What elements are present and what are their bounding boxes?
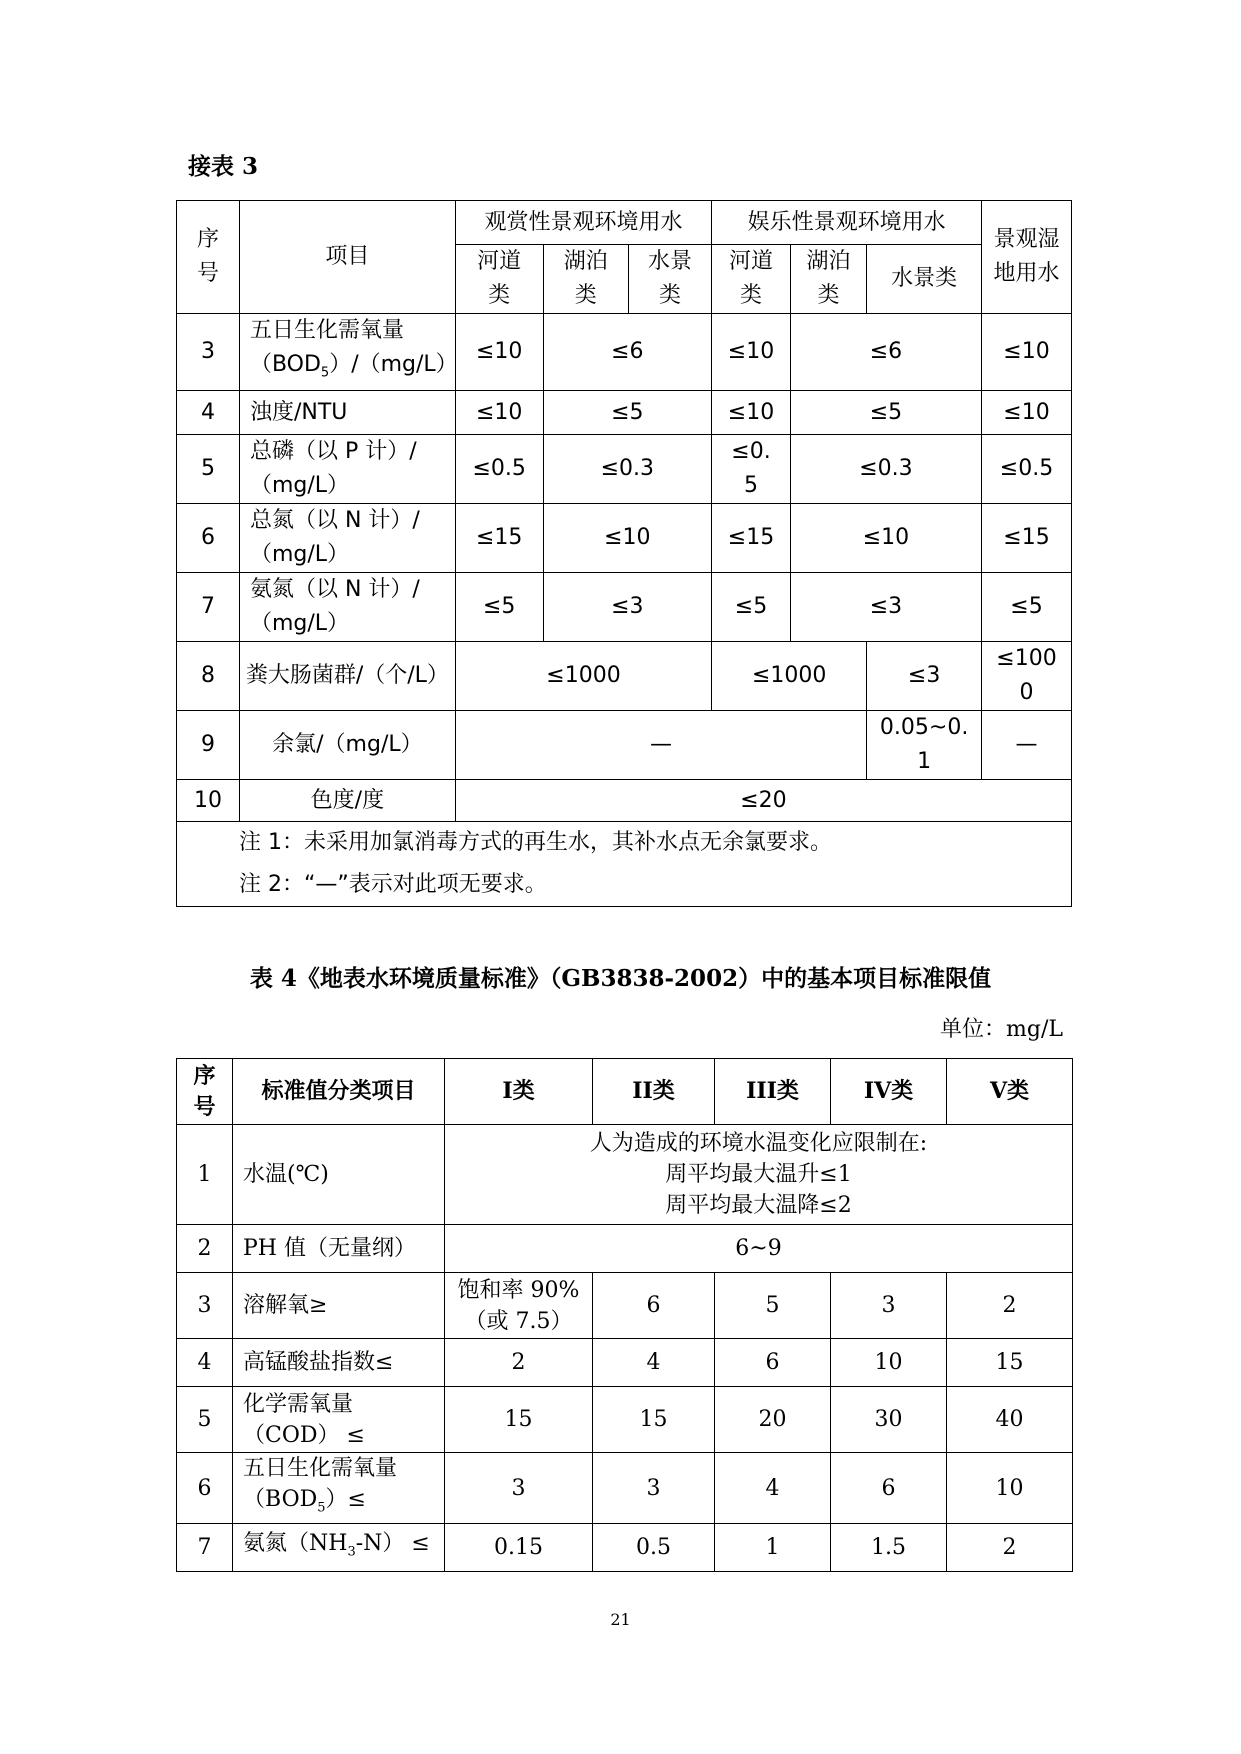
water-temp-line: 人为造成的环境水温变化应限制在: — [589, 1131, 928, 1156]
table-4-title: 表 4《地表水环境质量标准》（GB3838-2002）中的基本项目标准限值 — [249, 965, 992, 992]
subheader-river: 河道类 — [455, 245, 543, 314]
header-no: 序号 — [177, 1059, 233, 1125]
table-4 — [176, 1058, 1073, 1572]
value-cell: ≤6 — [543, 314, 712, 391]
header-recreational: 娱乐性景观环境用水 — [712, 201, 982, 245]
table-row — [177, 1125, 1073, 1225]
value-cell: 2 — [947, 1524, 1073, 1572]
subheader-lake: 湖泊类 — [543, 245, 628, 314]
value-cell — [445, 1125, 1073, 1225]
row-no: 4 — [177, 1339, 233, 1387]
value-cell: ≤20 — [455, 780, 1071, 822]
row-item: 色度/度 — [239, 780, 455, 822]
table-row — [177, 1225, 1073, 1273]
value-cell: 15 — [947, 1339, 1073, 1387]
value-cell: 15 — [593, 1387, 715, 1453]
value-cell: 10 — [947, 1453, 1073, 1524]
continued-table-title: 接表 3 — [188, 153, 259, 180]
table-row — [177, 314, 1072, 391]
value-cell: 4 — [715, 1453, 831, 1524]
notes-row — [177, 822, 1072, 907]
value-cell: 0.05~0.1 — [867, 711, 982, 780]
row-item — [233, 1453, 445, 1524]
row-no: 3 — [177, 1273, 233, 1339]
table-row — [177, 435, 1072, 504]
value-cell: ≤10 — [455, 314, 543, 391]
value-cell: ≤3 — [543, 573, 712, 642]
note-1: 注 1：未采用加氯消毒方式的再生水，其补水点无余氯要求。 — [239, 830, 832, 856]
item-text: 氨氮（NH — [243, 1531, 348, 1557]
table-3-continued — [176, 200, 1072, 907]
note-2: 注 2：“—”表示对此项无要求。 — [239, 872, 547, 898]
table-row — [177, 1453, 1073, 1524]
row-no: 5 — [177, 435, 240, 504]
value-cell: ≤5 — [712, 573, 791, 642]
row-item: 浊度/NTU — [239, 391, 455, 435]
water-temp-line: 周平均最大温降≤2 — [665, 1193, 852, 1218]
row-item: 化学需氧量（COD） ≤ — [233, 1387, 445, 1453]
row-item: 粪大肠菌群/（个/L） — [239, 642, 455, 711]
row-item: 余氯/（mg/L） — [239, 711, 455, 780]
value-cell: 20 — [715, 1387, 831, 1453]
header-class-3: III类 — [715, 1059, 831, 1125]
row-no: 9 — [177, 711, 240, 780]
table-row — [177, 1524, 1073, 1572]
table-header-row — [177, 1059, 1073, 1125]
header-class-5: V类 — [947, 1059, 1073, 1125]
value-cell: ≤6 — [790, 314, 981, 391]
row-item: 水温(℃) — [233, 1125, 445, 1225]
row-no: 6 — [177, 504, 240, 573]
value-cell: ≤1000 — [455, 642, 711, 711]
row-no: 8 — [177, 642, 240, 711]
value-cell: 6 — [593, 1273, 715, 1339]
value-cell: 饱和率 90%（或 7.5） — [445, 1273, 593, 1339]
header-wetland: 景观湿地用水 — [981, 201, 1071, 314]
row-item: 总氮（以 N 计）/（mg/L） — [239, 504, 455, 573]
value-cell: ≤10 — [790, 504, 981, 573]
page-number: 21 — [610, 1610, 631, 1629]
table-row — [177, 1339, 1073, 1387]
value-cell: 3 — [831, 1273, 947, 1339]
table-row — [177, 642, 1072, 711]
header-item: 项目 — [239, 201, 455, 314]
header-item: 标准值分类项目 — [233, 1059, 445, 1125]
value-cell: ≤5 — [790, 391, 981, 435]
value-cell: 0.5 — [593, 1524, 715, 1572]
value-cell: ≤0.5 — [455, 435, 543, 504]
value-cell: 4 — [593, 1339, 715, 1387]
table-notes — [177, 822, 1072, 907]
item-text: -N） ≤ — [355, 1531, 430, 1557]
value-cell: ≤10 — [981, 314, 1071, 391]
table-row — [177, 504, 1072, 573]
value-cell: ≤15 — [981, 504, 1071, 573]
table-header-row — [177, 201, 1072, 245]
value-cell: 3 — [593, 1453, 715, 1524]
item-subscript: 5 — [320, 365, 330, 381]
row-no: 1 — [177, 1125, 233, 1225]
table-row — [177, 780, 1072, 822]
value-cell: ≤3 — [790, 573, 981, 642]
value-cell: — — [455, 711, 866, 780]
value-cell: ≤1000 — [981, 642, 1071, 711]
value-cell: 5 — [715, 1273, 831, 1339]
value-cell: ≤10 — [455, 391, 543, 435]
value-cell: 0.15 — [445, 1524, 593, 1572]
table-row — [177, 1387, 1073, 1453]
value-cell: ≤10 — [543, 504, 712, 573]
subheader-river: 河道类 — [712, 245, 791, 314]
table-row — [177, 573, 1072, 642]
value-cell: ≤0.5 — [981, 435, 1071, 504]
value-cell: 2 — [445, 1339, 593, 1387]
value-cell: ≤15 — [455, 504, 543, 573]
header-class-1: I类 — [445, 1059, 593, 1125]
row-no: 7 — [177, 1524, 233, 1572]
row-item: 氨氮（以 N 计）/（mg/L） — [239, 573, 455, 642]
row-no: 10 — [177, 780, 240, 822]
value-cell: ≤10 — [981, 391, 1071, 435]
row-item: PH 值（无量纲） — [233, 1225, 445, 1273]
value-cell: ≤1000 — [712, 642, 867, 711]
value-cell: ≤5 — [543, 391, 712, 435]
value-cell: ≤5 — [455, 573, 543, 642]
item-text: 五日生化需氧量（BOD — [249, 318, 404, 377]
water-temp-line: 周平均最大温升≤1 — [665, 1162, 852, 1187]
value-cell: 2 — [947, 1273, 1073, 1339]
header-class-4: IV类 — [831, 1059, 947, 1125]
table-4-unit: 单位：mg/L — [940, 1017, 1063, 1042]
row-no: 2 — [177, 1225, 233, 1273]
subheader-lake: 湖泊类 — [790, 245, 866, 314]
value-cell: ≤10 — [712, 391, 791, 435]
subheader-water-scene: 水景类 — [628, 245, 711, 314]
value-cell: ≤15 — [712, 504, 791, 573]
value-cell: 1 — [715, 1524, 831, 1572]
value-cell: 6 — [831, 1453, 947, 1524]
item-text: 五日生化需氧量（BOD — [243, 1456, 398, 1512]
table-row — [177, 1273, 1073, 1339]
table-row — [177, 391, 1072, 435]
row-item — [239, 314, 458, 391]
value-cell: 6 — [715, 1339, 831, 1387]
value-cell: 10 — [831, 1339, 947, 1387]
row-no: 5 — [177, 1387, 233, 1453]
item-subscript: 3 — [347, 1544, 356, 1560]
row-no: 6 — [177, 1453, 233, 1524]
value-cell: 40 — [947, 1387, 1073, 1453]
value-cell: ≤0.3 — [790, 435, 981, 504]
value-cell: 1.5 — [831, 1524, 947, 1572]
header-no: 序号 — [177, 201, 240, 314]
value-cell: ≤5 — [981, 573, 1071, 642]
value-cell: 15 — [445, 1387, 593, 1453]
value-cell: ≤3 — [867, 642, 982, 711]
row-no: 3 — [177, 314, 240, 391]
value-cell: ≤0.5 — [712, 435, 791, 504]
item-text: ）/（mg/L） — [329, 352, 458, 377]
value-cell: ≤10 — [712, 314, 791, 391]
value-cell: ≤0.3 — [543, 435, 712, 504]
row-item — [233, 1524, 445, 1572]
row-item: 溶解氧≥ — [233, 1273, 445, 1339]
item-text: ）≤ — [325, 1487, 366, 1512]
value-cell: 3 — [445, 1453, 593, 1524]
row-no: 7 — [177, 573, 240, 642]
item-subscript: 5 — [317, 1500, 326, 1516]
row-item: 高锰酸盐指数≤ — [233, 1339, 445, 1387]
row-item: 总磷（以 P 计）/（mg/L） — [239, 435, 455, 504]
header-ornamental: 观赏性景观环境用水 — [455, 201, 711, 245]
header-class-2: II类 — [593, 1059, 715, 1125]
value-cell: 6~9 — [445, 1225, 1073, 1273]
subheader-water-scene: 水景类 — [867, 245, 982, 314]
value-cell: 30 — [831, 1387, 947, 1453]
table-row — [177, 711, 1072, 780]
row-no: 4 — [177, 391, 240, 435]
value-cell: — — [981, 711, 1071, 780]
